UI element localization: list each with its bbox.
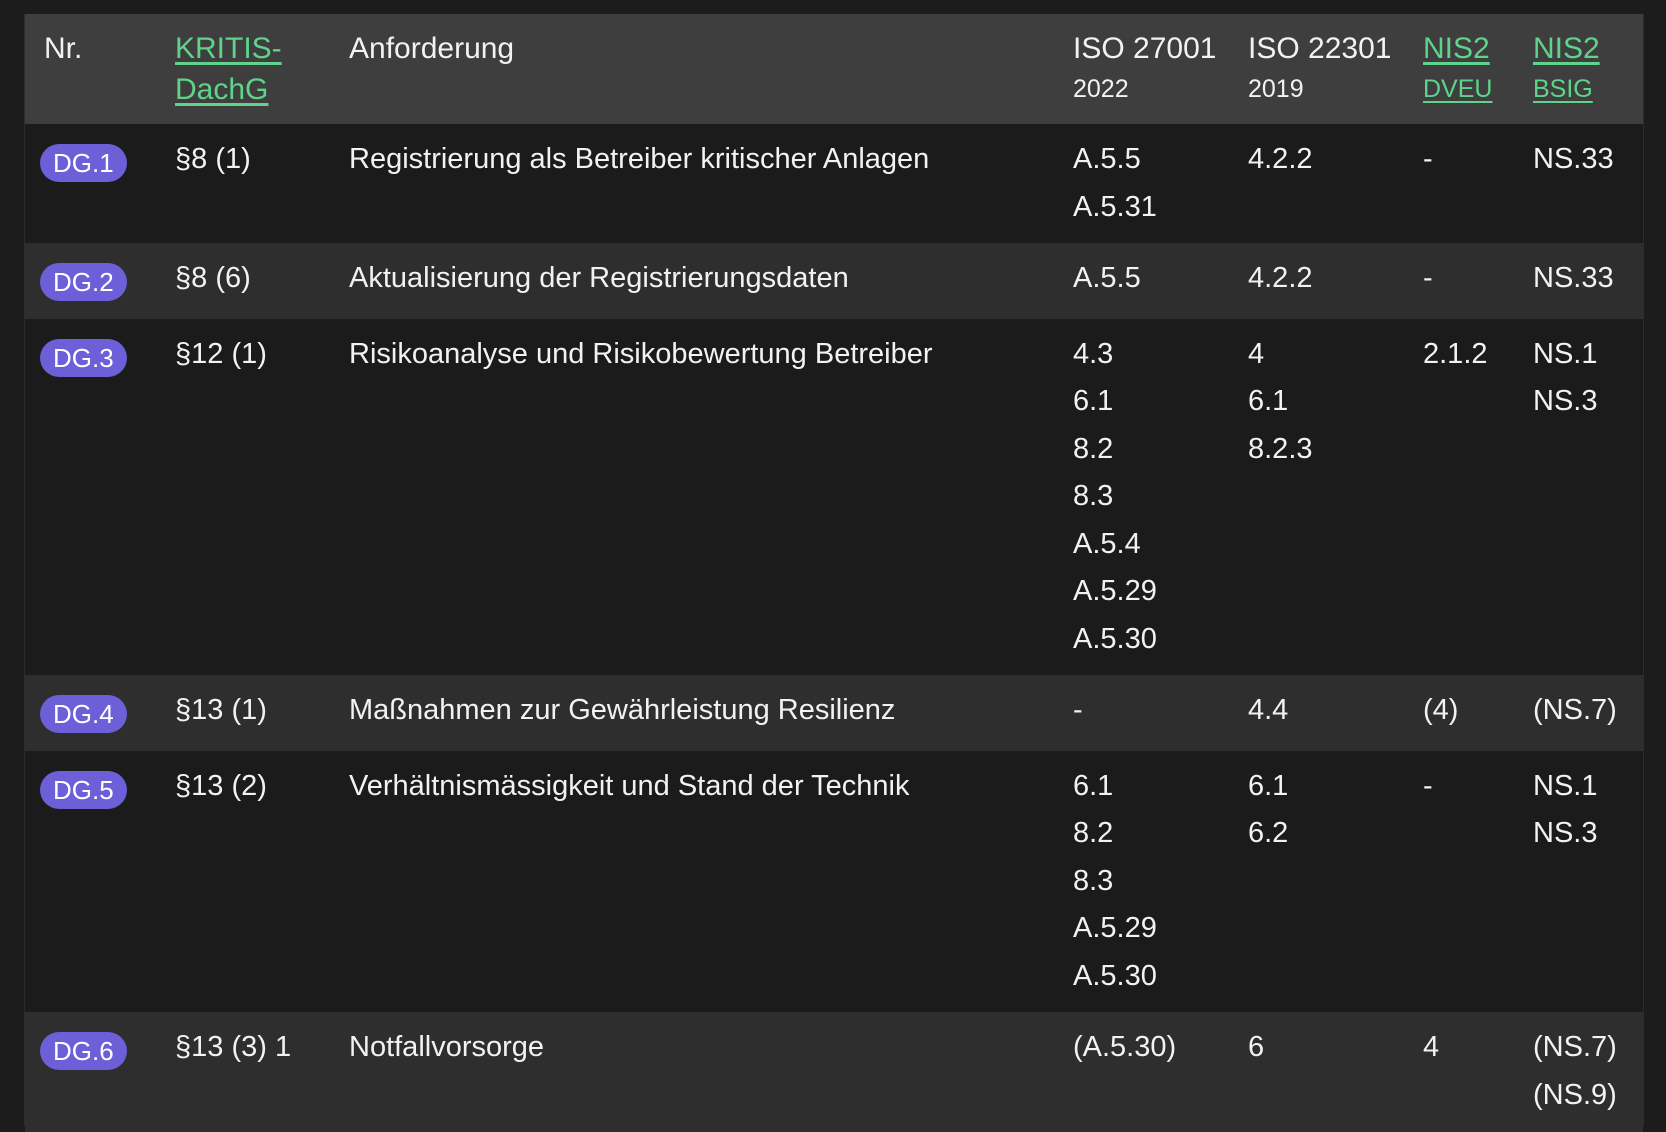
iso22301-clause: 6.1	[1248, 385, 1289, 417]
iso27001-control: A.5.29	[1073, 912, 1157, 944]
cell-nr	[25, 1012, 159, 1132]
cell-nis2-dveu	[1407, 124, 1517, 243]
iso27001-control: A.5.4	[1073, 527, 1141, 560]
iso27001-control: A.5.30	[1073, 959, 1157, 992]
iso27001-control: A.5.5	[1073, 262, 1141, 294]
kritis-paragraph: §13 (1)	[175, 694, 267, 726]
iso22301-clause: 6	[1248, 1031, 1265, 1063]
nis2-bsig-ref: NS.3	[1533, 817, 1598, 849]
nis2-dveu-sub-link[interactable]: DVEU	[1423, 75, 1493, 103]
iso27001-control: A.5.5	[1073, 143, 1141, 175]
nis2-dveu-ref: 4	[1423, 1031, 1440, 1063]
cell-nr	[25, 751, 159, 1013]
iso22301-clause: 6.2	[1248, 817, 1289, 849]
iso22301-clause: 4.2.2	[1248, 262, 1313, 294]
requirement-text: Notfallvorsorge	[349, 1031, 545, 1063]
table-row	[25, 1012, 1643, 1132]
iso27001-control: 4.3	[1073, 337, 1114, 370]
cell-kritis	[159, 751, 333, 1013]
requirement-id-badge: DG.3	[40, 339, 127, 377]
iso22301-clause: 6.1	[1248, 769, 1289, 802]
cell-iso22301	[1232, 124, 1407, 243]
iso27001-control: 8.3	[1073, 480, 1114, 512]
iso27001-control: A.5.29	[1073, 575, 1157, 607]
nis2-bsig-ref: (NS.7)	[1533, 1031, 1617, 1063]
column-header-iso22301	[1232, 14, 1407, 124]
iso27001-label: ISO 27001	[1073, 32, 1217, 65]
table-row	[25, 243, 1643, 319]
nis2-dveu-ref: -	[1423, 262, 1433, 294]
iso22301-clause: 4.4	[1248, 694, 1289, 726]
requirement-text: Maßnahmen zur Gewährleistung Resilienz	[349, 694, 896, 726]
requirement-id-badge: DG.6	[40, 1032, 127, 1070]
nis2-bsig-ref: (NS.9)	[1533, 1078, 1617, 1111]
column-header-anforderung	[333, 14, 1057, 124]
nis2-bsig-ref: NS.33	[1533, 262, 1614, 294]
table-header	[25, 14, 1643, 124]
cell-iso22301	[1232, 751, 1407, 1013]
cell-anforderung	[333, 124, 1057, 243]
cell-anforderung	[333, 675, 1057, 751]
iso27001-control: A.5.31	[1073, 190, 1157, 223]
requirement-id-badge: DG.4	[40, 695, 127, 733]
kritis-paragraph: §12 (1)	[175, 337, 267, 370]
iso27001-control: 6.1	[1073, 769, 1114, 802]
requirement-id-badge: DG.5	[40, 771, 127, 809]
iso27001-control: (A.5.30)	[1073, 1031, 1177, 1063]
nis2-bsig-link[interactable]: NIS2	[1533, 32, 1600, 65]
cell-nr	[25, 243, 159, 319]
cell-iso22301	[1232, 1012, 1407, 1132]
nis2-bsig-ref: NS.1	[1533, 769, 1598, 802]
cell-iso27001	[1057, 319, 1232, 676]
kritis-paragraph: §13 (2)	[175, 769, 267, 802]
iso22301-label: ISO 22301	[1248, 32, 1392, 65]
column-header-nis2-dveu	[1407, 14, 1517, 124]
nis2-dveu-ref: 2.1.2	[1423, 337, 1488, 370]
iso22301-clause: 8.2.3	[1248, 432, 1313, 465]
iso27001-control: A.5.30	[1073, 622, 1157, 655]
cell-kritis	[159, 243, 333, 319]
column-header-iso27001	[1057, 14, 1232, 124]
requirement-id-badge: DG.1	[40, 144, 127, 182]
nis2-dveu-link[interactable]: NIS2	[1423, 32, 1490, 65]
cell-nr	[25, 319, 159, 676]
iso27001-control: -	[1073, 694, 1083, 726]
iso22301-year: 2019	[1248, 75, 1304, 103]
iso27001-year: 2022	[1073, 75, 1129, 103]
column-header-kritis	[159, 14, 333, 124]
nis2-dveu-ref: -	[1423, 769, 1433, 802]
nis2-bsig-ref: NS.3	[1533, 385, 1598, 417]
cell-nr	[25, 675, 159, 751]
nis2-bsig-ref: (NS.7)	[1533, 694, 1617, 726]
requirement-text: Risikoanalyse und Risikobewertung Betreiber	[349, 337, 933, 370]
iso22301-clause: 4	[1248, 337, 1265, 370]
column-header-anforderung-label: Anforderung	[349, 32, 515, 65]
table-body	[25, 124, 1643, 1132]
cell-nis2-dveu	[1407, 751, 1517, 1013]
cell-nis2-bsig	[1517, 1012, 1643, 1132]
requirements-table	[25, 14, 1643, 1132]
cell-kritis	[159, 124, 333, 243]
nis2-bsig-ref: NS.1	[1533, 337, 1598, 370]
cell-anforderung	[333, 243, 1057, 319]
cell-iso27001	[1057, 675, 1232, 751]
kritis-paragraph: §13 (3) 1	[175, 1031, 292, 1063]
table-row	[25, 751, 1643, 1013]
cell-nr	[25, 124, 159, 243]
cell-iso22301	[1232, 675, 1407, 751]
iso22301-clause: 4.2.2	[1248, 143, 1313, 175]
kritis-dachg-link[interactable]: KRITIS- DachG	[175, 32, 282, 106]
column-header-nr	[25, 14, 159, 124]
table-row	[25, 124, 1643, 243]
cell-nis2-dveu	[1407, 243, 1517, 319]
requirement-text: Registrierung als Betreiber kritischer Anlagen	[349, 143, 930, 175]
cell-iso27001	[1057, 243, 1232, 319]
cell-kritis	[159, 675, 333, 751]
cell-nis2-dveu	[1407, 675, 1517, 751]
cell-iso27001	[1057, 124, 1232, 243]
cell-anforderung	[333, 1012, 1057, 1132]
nis2-dveu-ref: (4)	[1423, 694, 1459, 726]
requirement-text: Aktualisierung der Registrierungsdaten	[349, 262, 849, 294]
cell-nis2-dveu	[1407, 1012, 1517, 1132]
table-row	[25, 319, 1643, 676]
cell-kritis	[159, 319, 333, 676]
iso27001-control: 6.1	[1073, 385, 1114, 417]
cell-iso22301	[1232, 243, 1407, 319]
kritis-paragraph: §8 (1)	[175, 143, 251, 175]
table-header-row	[25, 14, 1643, 124]
cell-nis2-dveu	[1407, 319, 1517, 676]
cell-iso27001	[1057, 751, 1232, 1013]
nis2-bsig-ref: NS.33	[1533, 143, 1614, 175]
cell-kritis	[159, 1012, 333, 1132]
column-header-nis2-bsig	[1517, 14, 1643, 124]
cell-nis2-bsig	[1517, 243, 1643, 319]
iso27001-control: 8.3	[1073, 864, 1114, 897]
iso27001-control: 8.2	[1073, 432, 1114, 465]
cell-anforderung	[333, 751, 1057, 1013]
iso27001-control: 8.2	[1073, 817, 1114, 849]
cell-nis2-bsig	[1517, 124, 1643, 243]
column-header-nr-label: Nr.	[44, 32, 83, 65]
cell-iso27001	[1057, 1012, 1232, 1132]
table-row	[25, 675, 1643, 751]
cell-nis2-bsig	[1517, 319, 1643, 676]
requirement-id-badge: DG.2	[40, 263, 127, 301]
requirements-table-container	[24, 14, 1644, 1126]
nis2-dveu-ref: -	[1423, 143, 1433, 175]
cell-iso22301	[1232, 319, 1407, 676]
cell-nis2-bsig	[1517, 751, 1643, 1013]
nis2-bsig-sub-link[interactable]: BSIG	[1533, 75, 1593, 103]
cell-anforderung	[333, 319, 1057, 676]
kritis-paragraph: §8 (6)	[175, 262, 251, 294]
requirement-text: Verhältnismässigkeit und Stand der Technik	[349, 769, 910, 802]
cell-nis2-bsig	[1517, 675, 1643, 751]
